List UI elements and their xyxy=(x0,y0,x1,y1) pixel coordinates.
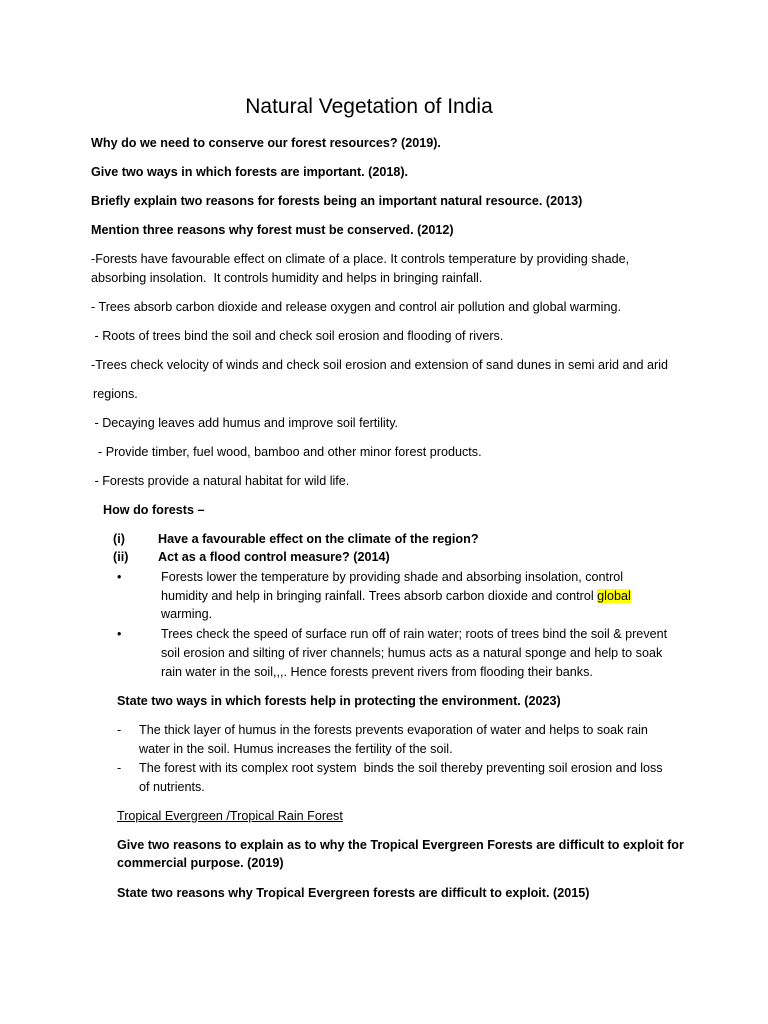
bullet-2-line-1: Trees check the speed of surface run off of rain water; roots of trees bind the soil & prevent xyxy=(161,627,668,641)
bullet-symbol: • xyxy=(117,627,122,641)
dash-marker: - xyxy=(117,723,122,737)
bullet-1-line-2-text: humidity and help in bringing rainfall. Trees absorb carbon dioxide and control xyxy=(161,589,598,603)
question-1: Why do we need to conserve our forest resources? (2019). xyxy=(91,136,441,150)
how-do-heading: How do forests – xyxy=(103,503,205,517)
tropical-question-1-line-2: commercial purpose. (2019) xyxy=(117,856,284,870)
answer-point-7: - Forests provide a natural habitat for wild life. xyxy=(91,474,350,488)
answer-point-5: - Decaying leaves add humus and improve soil fertility. xyxy=(91,416,399,430)
bullet-1-line-3: warming. xyxy=(161,607,213,621)
answer-point-3: - Roots of trees bind the soil and check soil erosion and flooding of rivers. xyxy=(91,329,504,343)
bullet-2-line-3: rain water in the soil,,,. Hence forests prevent rivers from flooding their banks. xyxy=(161,665,593,679)
answer-point-1-line-2: absorbing insolation. It controls humidity and helps in bringing rainfall. xyxy=(91,271,483,285)
env-item-2-line-1: The forest with its complex root system binds the soil thereby preventing soil erosion and loss xyxy=(139,761,663,775)
dash-marker: - xyxy=(117,761,122,775)
env-item-1-line-2: water in the soil. Humus increases the fertility of the soil. xyxy=(139,742,453,756)
item-text: Act as a flood control measure? (2014) xyxy=(158,550,390,564)
tropical-question-2: State two reasons why Tropical Evergreen forests are difficult to exploit. (2015) xyxy=(117,886,590,900)
section-heading-text: Tropical Evergreen /Tropical Rain Forest xyxy=(117,809,343,823)
bullet-symbol: • xyxy=(117,570,122,584)
env-question: State two ways in which forests help in protecting the environment. (2023) xyxy=(117,694,561,708)
answer-point-4-line-2: regions. xyxy=(93,387,138,401)
highlighted-word: global xyxy=(597,589,631,603)
env-item-1-line-1: The thick layer of humus in the forests prevents evaporation of water and helps to soak rain xyxy=(139,723,648,737)
answer-point-1-line-1: -Forests have favourable effect on climate of a place. It controls temperature by providing shade, xyxy=(91,252,630,266)
item-marker: (ii) xyxy=(113,550,129,564)
bullet-2-line-2: soil erosion and silting of river channels; humus acts as a natural sponge and help to soak xyxy=(161,646,663,660)
item-marker: (i) xyxy=(113,532,125,546)
answer-point-4-line-1: -Trees check velocity of winds and check soil erosion and extension of sand dunes in semi arid and arid xyxy=(91,358,669,372)
question-3: Briefly explain two reasons for forests being an important natural resource. (2013) xyxy=(91,194,583,208)
item-text: Have a favourable effect on the climate of the region? xyxy=(158,532,479,546)
answer-point-6: - Provide timber, fuel wood, bamboo and other minor forest products. xyxy=(91,445,482,459)
page-title: Natural Vegetation of India xyxy=(245,95,493,118)
bullet-1-line-1: Forests lower the temperature by providing shade and absorbing insolation, control xyxy=(161,570,624,584)
question-4: Mention three reasons why forest must be conserved. (2012) xyxy=(91,223,454,237)
question-2: Give two ways in which forests are important. (2018). xyxy=(91,165,409,179)
answer-point-2: - Trees absorb carbon dioxide and release oxygen and control air pollution and global warming. xyxy=(91,300,621,314)
tropical-question-1-line-1: Give two reasons to explain as to why the Tropical Evergreen Forests are difficult to exploit for xyxy=(117,838,684,852)
env-item-2-line-2: of nutrients. xyxy=(139,780,205,794)
section-heading-tropical xyxy=(117,807,343,826)
bullet-1-line-2 xyxy=(161,587,631,606)
